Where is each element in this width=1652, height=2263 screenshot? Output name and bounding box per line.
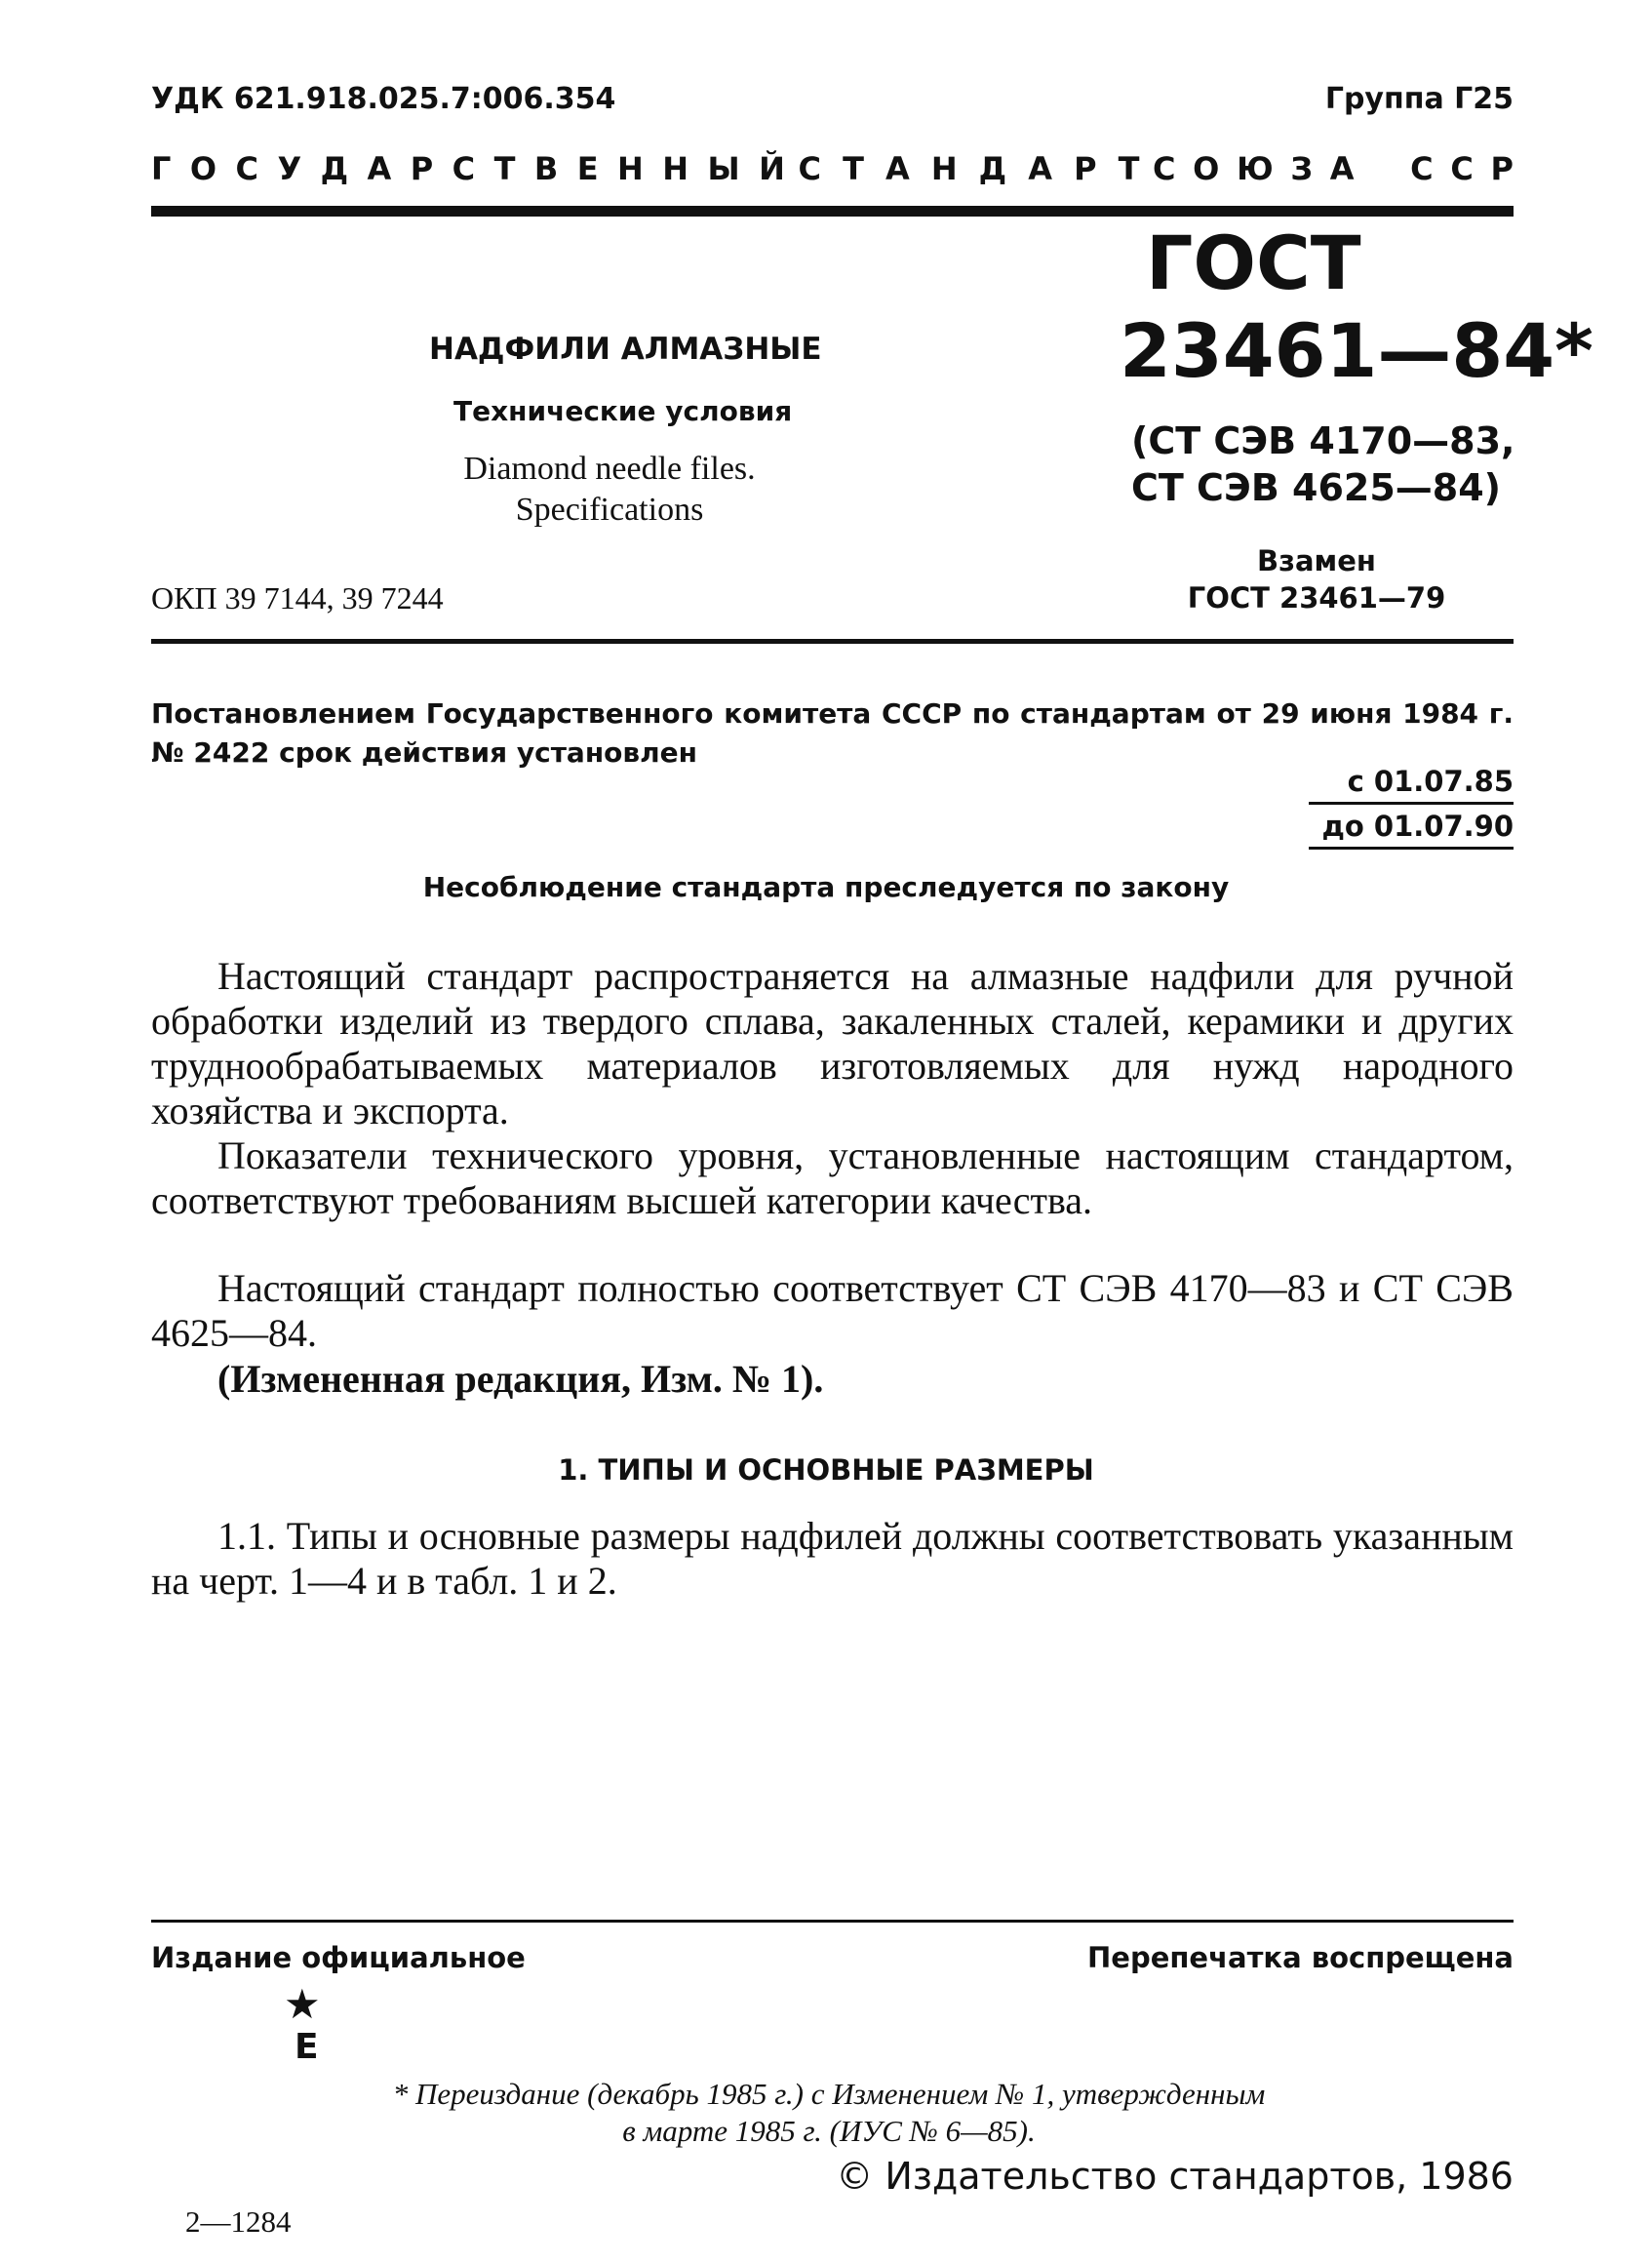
reissue-footnote xyxy=(263,2076,1395,2150)
clause-1-1: 1.1. Типы и основные размеры надфилей должны соответствовать указанным на черт. 1—4 и в табл. 1 и 2. xyxy=(151,1514,1514,1603)
decree-text: Постановлением Государственного комитета СССР по стандартам от 29 июня 1984 г. № 2422 срок действия установлен xyxy=(151,697,1514,769)
middle-rule xyxy=(151,639,1514,644)
law-notice: Несоблюдение стандарта преследуется по закону xyxy=(422,871,1230,903)
paragraph-scope: Настоящий стандарт распространяется на алмазные надфили для ручной обработки изделий из твердого сплава, закаленных сталей, керамики и других труднообрабатываемых материалов изготовляемых для нужд народного хозяйства и экспорта. xyxy=(151,954,1514,1132)
group-code: Группа Г25 xyxy=(1324,82,1514,116)
replaces-block xyxy=(1170,542,1463,616)
amendment-note: (Измененная редакция, Изм. № 1). xyxy=(217,1357,824,1401)
band-word-2: С Т А Н Д А Р Т xyxy=(798,150,1140,187)
footer-rule xyxy=(151,1920,1514,1923)
document-title: НАДФИЛИ АЛМАЗНЫЕ xyxy=(429,332,822,367)
band-word-1: Г О С У Д А Р С Т В Е Н Н Ы Й xyxy=(151,150,785,187)
copyright-notice: © Издательство стандартов, 1986 xyxy=(836,2155,1514,2198)
section-heading: 1. ТИПЫ И ОСНОВНЫЕ РАЗМЕРЫ xyxy=(558,1453,1094,1487)
band-word-3: С О Ю З А С С Р xyxy=(1153,150,1514,187)
print-code: 2—1284 xyxy=(185,2204,292,2239)
gost-number: 23461—84* xyxy=(1120,307,1593,394)
edition-letter: Е xyxy=(295,2027,319,2067)
effective-from-date: с 01.07.85 xyxy=(1309,765,1514,805)
paragraph-technical-level: Показатели технического уровня, установленные настоящим стандартом, соответствуют требованиям высшей категории качества. xyxy=(151,1133,1514,1222)
okp-code: ОКП 39 7144, 39 7244 xyxy=(151,580,444,615)
replaces-label: Взамен xyxy=(1257,544,1376,577)
document-title-english xyxy=(444,449,775,531)
udk-code: УДК 621.918.025.7:006.354 xyxy=(151,82,616,116)
header-rule xyxy=(151,206,1514,217)
replaces-value: ГОСТ 23461—79 xyxy=(1187,581,1446,615)
star-icon: ★ xyxy=(284,1980,321,2028)
paragraph-sev-compliance: Настоящий стандарт полностью соответствует СТ СЭВ 4170—83 и СТ СЭВ 4625—84. xyxy=(151,1266,1514,1355)
sev-references xyxy=(1131,417,1514,511)
official-edition-label: Издание официальное xyxy=(151,1941,526,1974)
english-title-line-1: Diamond needle files. xyxy=(463,451,756,487)
sev-line-2: СТ СЭВ 4625—84) xyxy=(1131,466,1502,509)
reissue-line-2: в марте 1985 г. (ИУС № 6—85). xyxy=(622,2114,1036,2148)
effective-to-date: до 01.07.90 xyxy=(1309,810,1514,850)
sev-line-1: (СТ СЭВ 4170—83, xyxy=(1131,419,1515,462)
english-title-line-2: Specifications xyxy=(515,492,704,528)
document-subtitle: Технические условия xyxy=(453,395,793,427)
gost-code: ГОСТ xyxy=(1146,219,1361,306)
reprint-prohibited-label: Перепечатка воспрещена xyxy=(1087,1941,1514,1974)
state-standard-band xyxy=(151,150,1514,187)
reissue-line-1: * Переиздание (декабрь 1985 г.) с Изменением № 1, утвержденным xyxy=(392,2077,1266,2111)
